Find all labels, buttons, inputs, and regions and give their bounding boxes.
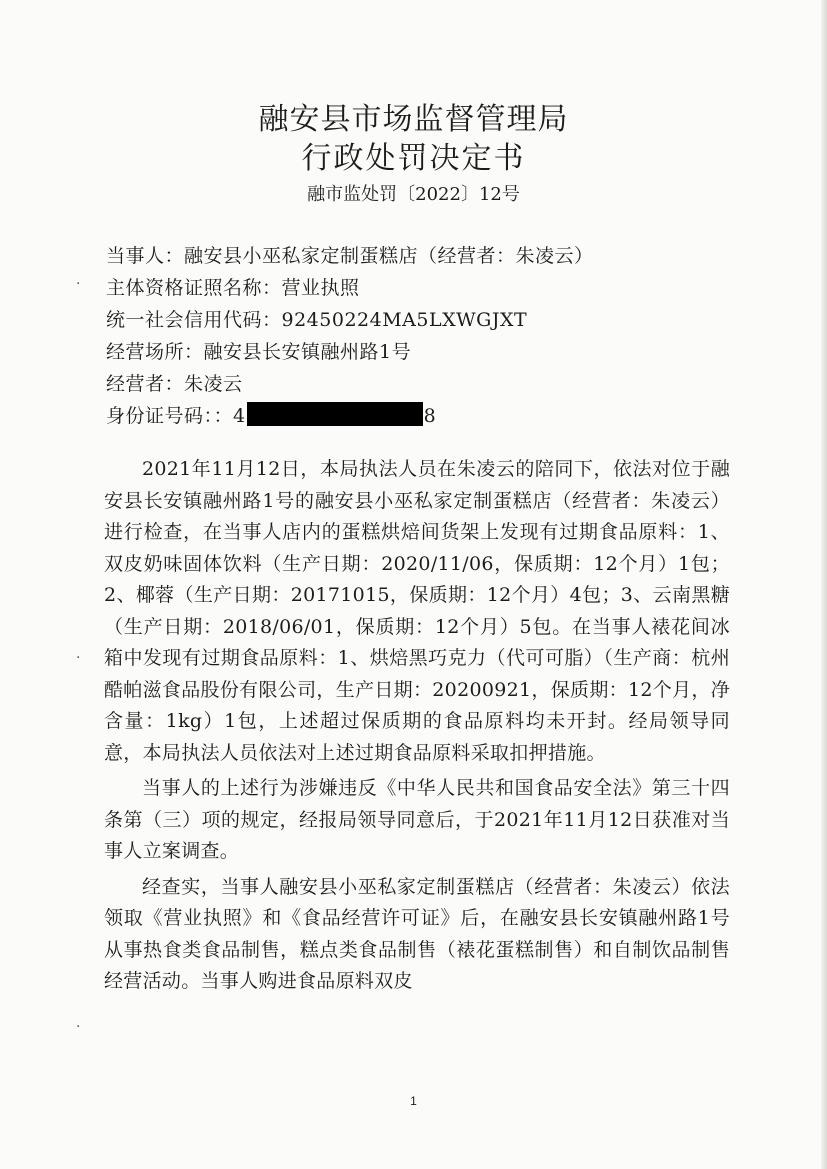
party-info (106, 240, 766, 432)
document-number: 融市监处罚〔2022〕12号 (307, 184, 520, 205)
party-name: 当事人：融安县小巫私家定制蛋糕店（经营者：朱凌云） (106, 245, 594, 267)
id-number-label: 身份证号码：：4 (106, 405, 246, 427)
operator-name: 经营者：朱凌云 (106, 373, 243, 395)
id-number-line (106, 400, 766, 432)
document-type-title: 行政处罚决定书 (301, 141, 526, 176)
paragraph-findings: 经查实，当事人融安县小巫私家定制蛋糕店（经营者：朱凌云）依法领取《营业执照》和《食品经营许可证》后，在融安县长安镇融州路1号从事热食类食品制售，糕点类食品制售（裱花蛋糕制售）和自制饮品制售经营活动。当事人购进食品原料双皮 (104, 875, 730, 992)
agency-title: 融安县市场监督管理局 (258, 102, 569, 137)
margin-mark: · (76, 276, 81, 292)
margin-mark: · (76, 1019, 81, 1035)
page-number: 1 (410, 1094, 417, 1108)
business-address: 经营场所：融安县长安镇融州路1号 (106, 341, 412, 363)
license-type: 主体资格证照名称：营业执照 (106, 277, 360, 299)
redaction-bar (247, 402, 423, 426)
id-number-suffix: 8 (423, 405, 437, 427)
credit-code: 统一社会信用代码：92450224MA5LXWGJXT (106, 309, 528, 331)
page-edge-shadow (821, 0, 827, 1169)
margin-mark: · (76, 650, 81, 666)
decision-body (104, 454, 730, 998)
paragraph-inspection: 2021年11月12日，本局执法人员在朱凌云的陪同下，依法对位于融安县长安镇融州路1号的融安县小巫私家定制蛋糕店（经营者：朱凌云）进行检查，在当事人店内的蛋糕烘焙间货架上发现有过期食品原料：1、双皮奶味固体饮料（生产日期：2020/11/06，保质期：12个月）1包；2、椰蓉（生产日期：20171015，保质期：12个月）4包；3、云南黑糖（生产日期：2018/06/01，保质期：12个月）5包。在当事人裱花间冰箱中发现有过期食品原料：1、烘焙黑巧克力（代可可脂）（生产商：杭州酷帕滋食品股份有限公司，生产日期：20200921，保质期：12个月，净含量：1kg）1包，上述超过保质期的食品原料均未开封。经局领导同意，本局执法人员依法对上述过期食品原料采取扣押措施。 (104, 458, 730, 764)
paragraph-case-filing: 当事人的上述行为涉嫌违反《中华人民共和国食品安全法》第三十四条第（三）项的规定，经报局领导同意后，于2021年11月12日获准对当事人立案调查。 (104, 777, 730, 862)
